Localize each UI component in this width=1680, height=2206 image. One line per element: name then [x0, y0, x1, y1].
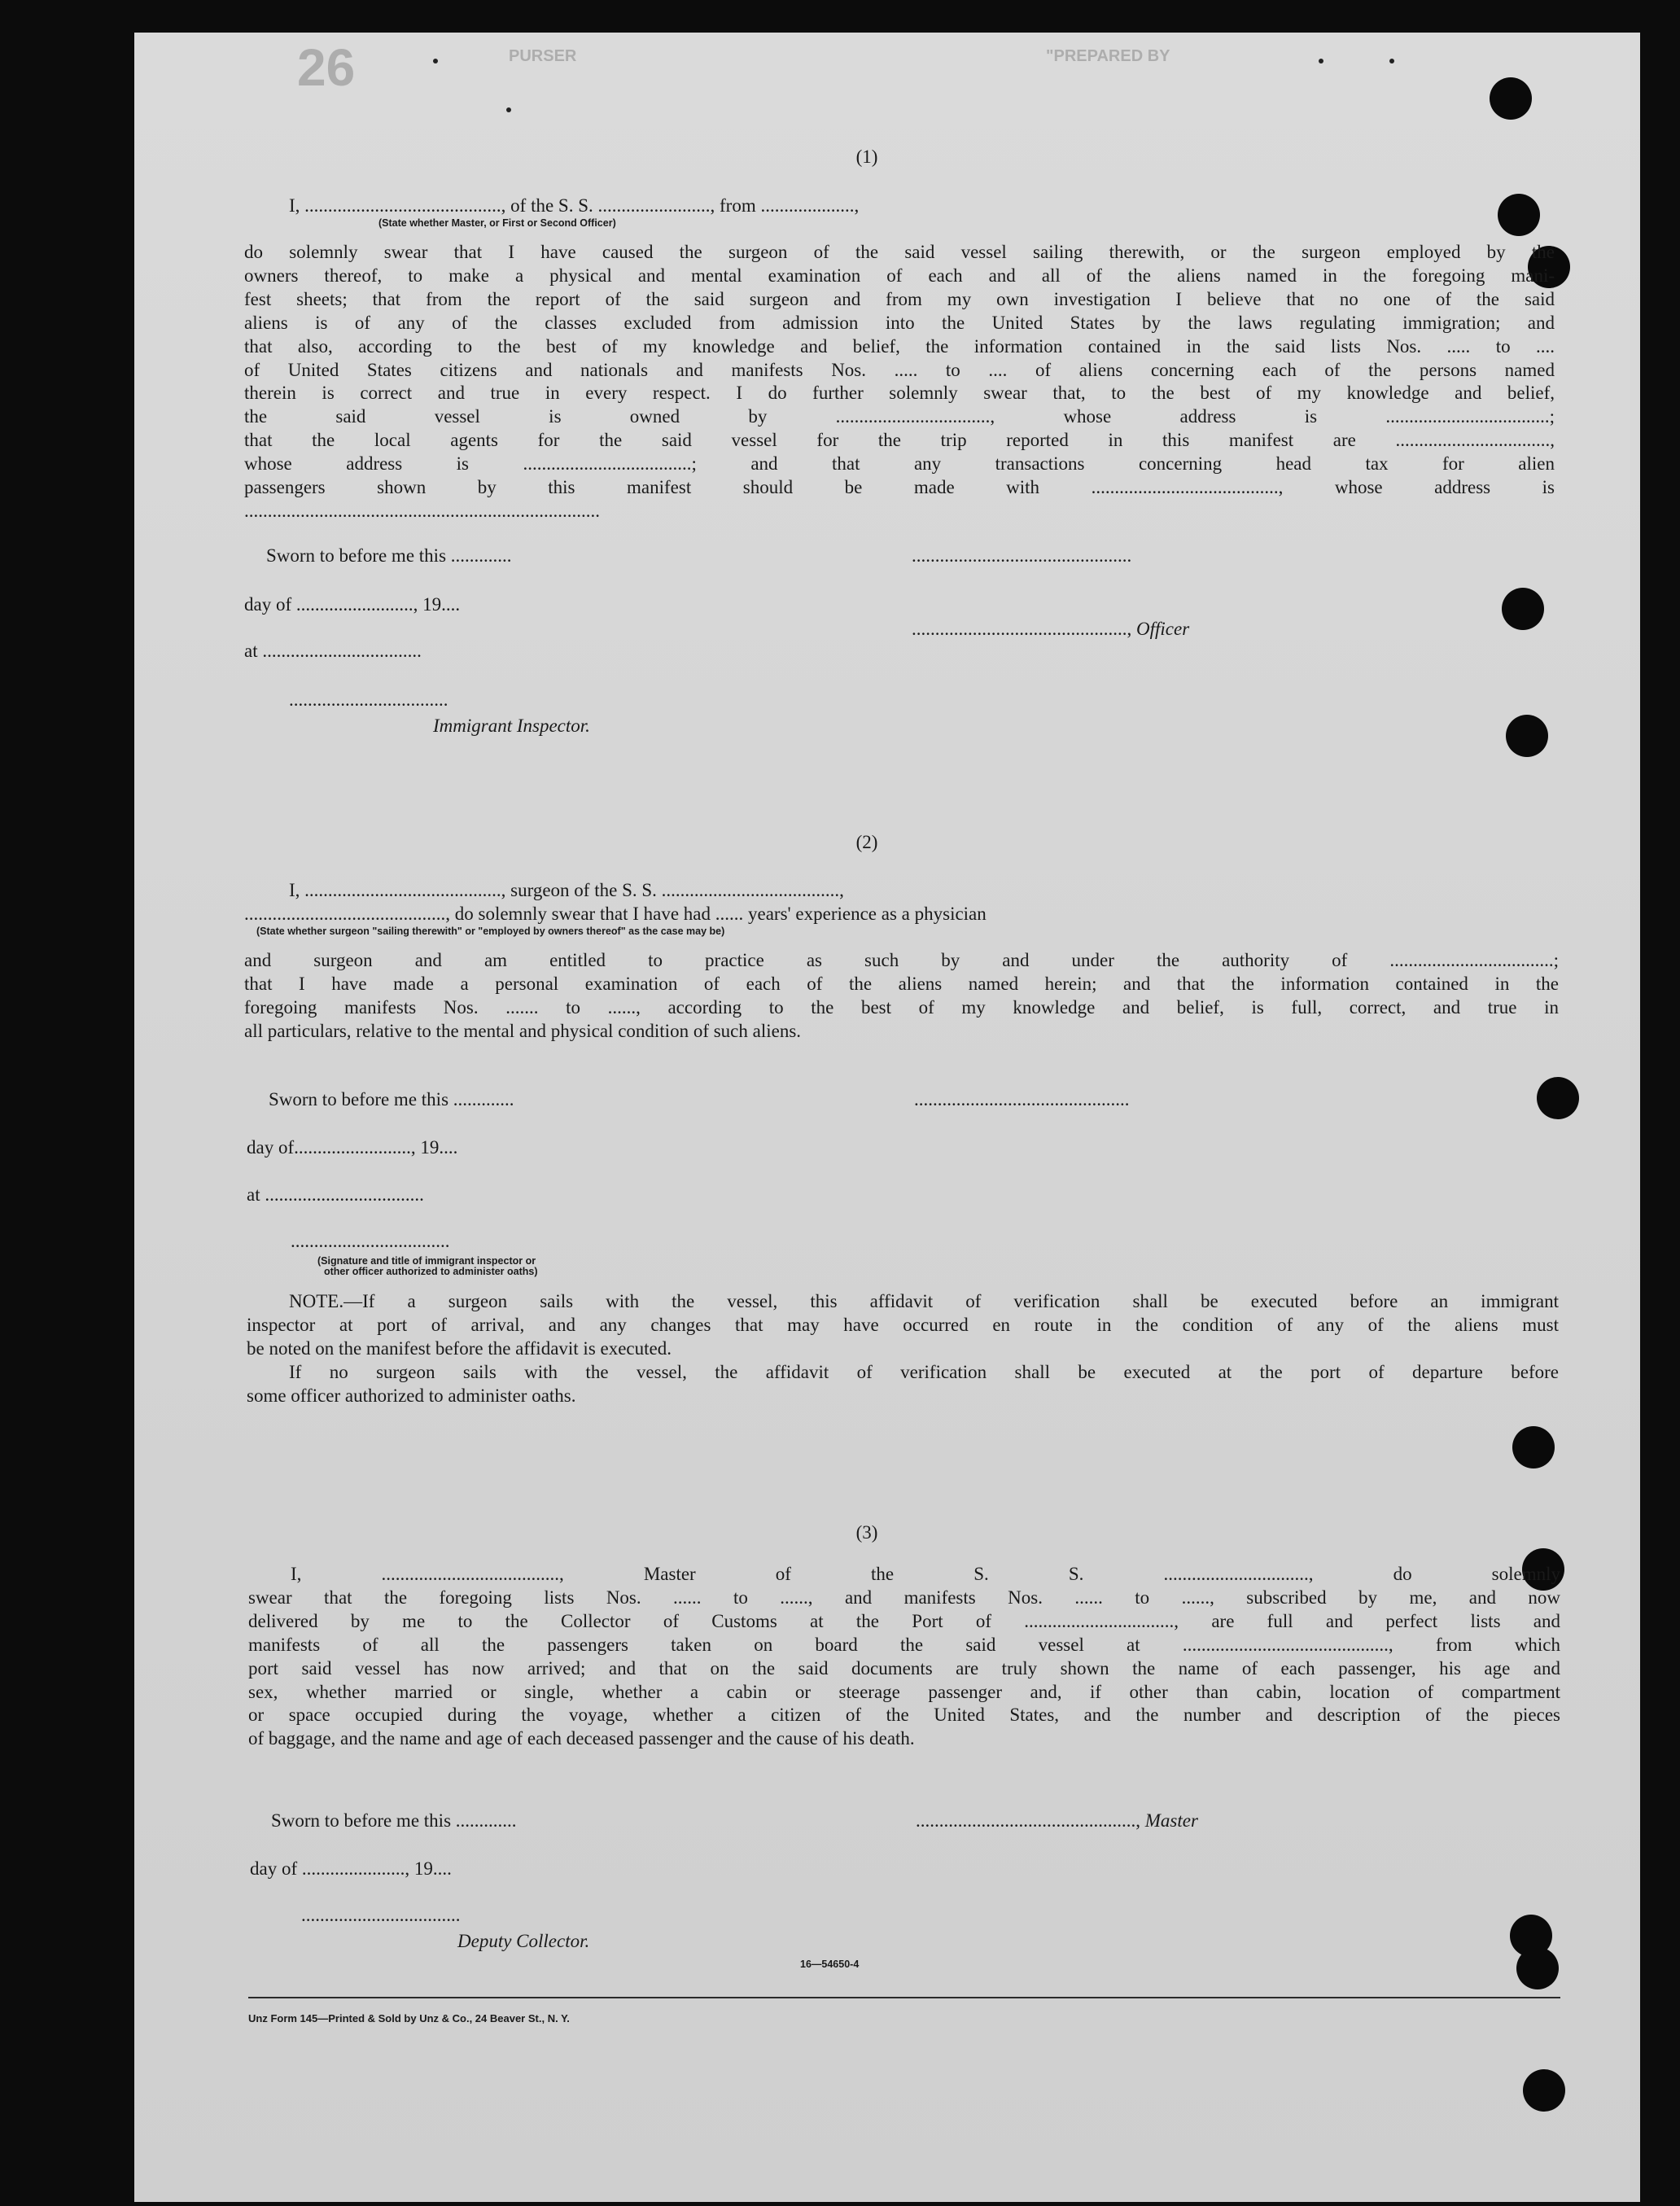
section-3-collector-dots: ..................................: [301, 1905, 461, 1925]
note-line: some officer authorized to administer oaths.: [247, 1385, 576, 1406]
note-line: inspector at port of arrival, and any changes that may have occurred en route in the condition of any of the aliens must: [247, 1314, 1559, 1335]
section-2-day: day of........................., 19....: [247, 1137, 458, 1158]
body-line: whose address is ....................................; and that any transactions concerning head tax for alien: [244, 453, 1555, 475]
manifest-page: [134, 33, 1640, 2202]
body-line: the said vessel is owned by ................................., whose address is ...................................;: [244, 406, 1555, 427]
section-2-right-dots: ..............................................: [914, 1089, 1130, 1110]
section-3-collector-label: Deputy Collector.: [457, 1931, 590, 1951]
section-2-signature-note-2: other officer authorized to administer oaths): [324, 1266, 538, 1277]
body-line: or space occupied during the voyage, whether a citizen of the United States, and the number and description of the pieces: [248, 1705, 1560, 1726]
section-1-sworn: Sworn to before me this .............: [266, 545, 512, 566]
body-line: swear that the foregoing lists Nos. ...... to ......, and manifests Nos. ...... to ......, subscribed by me, and now: [248, 1587, 1560, 1608]
stamp-number: 26: [297, 38, 356, 97]
section-1-officer-note: (State whether Master, or First or Second Officer): [378, 217, 616, 229]
section-1-number: (1): [855, 147, 878, 167]
body-line: of United States citizens and nationals and manifests Nos. ..... to .... of aliens concerning each of the persons named: [244, 359, 1555, 380]
ghost-header-text-2: PURSER: [509, 47, 577, 65]
body-line: do solemnly swear that I have caused the surgeon of the said vessel sailing therewith, or the surgeon employed by the: [244, 242, 1555, 262]
body-line: I, ......................................, Master of the S. S. ..............................., do solemnly: [291, 1564, 1560, 1584]
section-1-inspector-label: Immigrant Inspector.: [433, 716, 590, 736]
speck: [433, 59, 438, 63]
note-line: If no surgeon sails with the vessel, the affidavit of verification shall be executed at the port of departure before: [289, 1361, 1559, 1382]
section-1-body: [244, 241, 1555, 523]
body-line: therein is correct and true in every respect. I do further solemnly swear that, to the best of my knowledge and belief,: [244, 383, 1555, 404]
body-line: aliens is of any of the classes excluded from admission into the United States by the laws regulating immigration; and: [244, 312, 1555, 333]
section-3-sworn: Sworn to before me this .............: [271, 1810, 517, 1831]
section-1-line-1: I, .........................................., of the S. S. ........................, from ....................,: [289, 195, 860, 216]
section-1-officer-dots: [912, 617, 1189, 641]
body-line: that the local agents for the said vessel for the trip reported in this manifest are .................................,: [244, 430, 1555, 451]
printer-imprint: Unz Form 145—Printed & Sold by Unz & Co., 24 Beaver St., N. Y.: [248, 2012, 570, 2024]
punch-hole: [1537, 1077, 1579, 1119]
body-line: that I have made a personal examination of each of the aliens named herein; and that the information contained in the: [244, 973, 1559, 994]
section-3-master-line: [916, 1809, 1198, 1832]
section-1-signature-dots: ...............................................: [912, 545, 1132, 566]
section-1-inspector-dots: ..................................: [289, 689, 448, 710]
master-dots: ...............................................,: [916, 1810, 1145, 1831]
body-line: and surgeon and am entitled to practice as such by and under the authority of ...................................;: [244, 950, 1559, 970]
section-3-number: (3): [855, 1522, 878, 1543]
body-line: fest sheets; that from the report of the said surgeon and from my own investigation I believe that no one of the said: [244, 288, 1555, 309]
section-3-day: day of ......................, 19....: [250, 1858, 452, 1879]
speck: [1319, 59, 1323, 63]
body-line: passengers shown by this manifest should be made with ........................................, whose address is: [244, 477, 1555, 498]
body-line: manifests of all the passengers taken on board the said vessel at ............................................, from which: [248, 1634, 1560, 1655]
punch-hole: [1512, 1426, 1555, 1468]
punch-hole: [1502, 588, 1544, 630]
section-1-day: day of ........................., 19....: [244, 594, 461, 615]
section-2-at: at ..................................: [247, 1184, 424, 1205]
punch-hole: [1523, 2069, 1565, 2112]
section-3-body: [248, 1563, 1560, 1751]
body-line: port said vessel has now arrived; and that on the said documents are truly shown the name of each passenger, his age and: [248, 1657, 1560, 1679]
body-line: owners thereof, to make a physical and mental examination of each and all of the aliens named in the foregoing mani-: [244, 265, 1555, 286]
speck: [506, 107, 511, 112]
punch-hole: [1490, 77, 1532, 120]
body-line: ............................................................................: [244, 500, 600, 521]
section-2-signature-note-1: (Signature and title of immigrant inspector or: [317, 1255, 536, 1267]
section-2-surgeon-note: (State whether surgeon "sailing therewith" or "employed by owners thereof" as the case may be): [256, 926, 725, 937]
body-line: that also, according to the best of my knowledge and belief, the information contained in the said lists Nos. ..... to ....: [244, 335, 1555, 357]
note-line: NOTE.—If a surgeon sails with the vessel, this affidavit of verification shall be executed before an immigrant: [289, 1291, 1559, 1311]
body-line: all particulars, relative to the mental and physical condition of such aliens.: [244, 1020, 802, 1041]
officer-label: Officer: [1136, 619, 1190, 639]
footer-rule: [248, 1997, 1560, 1998]
speck: [1389, 59, 1394, 63]
section-2-body: [244, 949, 1559, 1044]
form-code: 16—54650-4: [800, 1959, 860, 1970]
note-line: be noted on the manifest before the affidavit is executed.: [247, 1337, 672, 1359]
section-2-sworn: Sworn to before me this .............: [269, 1089, 514, 1110]
section-2-line-1: I, .........................................., surgeon of the S. S. ......................................,: [289, 880, 844, 900]
body-line: of baggage, and the name and age of each deceased passenger and the cause of his death.: [248, 1728, 915, 1749]
section-1-at: at ..................................: [244, 641, 422, 661]
punch-hole: [1516, 1947, 1559, 1989]
section-2-line-2: ..........................................., do solemnly swear that I have had ...... years' experience as a physician: [244, 904, 987, 924]
punch-hole: [1506, 715, 1548, 757]
master-label: Master: [1144, 1810, 1198, 1831]
officer-dots: ..............................................,: [912, 619, 1136, 639]
section-2-signature-dots: ..................................: [291, 1231, 450, 1251]
ghost-header-text: "PREPARED BY: [1046, 47, 1170, 65]
body-line: delivered by me to the Collector of Customs at the Port of ................................, are full and perfect lists and: [248, 1610, 1560, 1631]
body-line: sex, whether married or single, whether a cabin or steerage passenger and, if other than cabin, location of compartment: [248, 1681, 1560, 1702]
body-line: foregoing manifests Nos. ....... to ......, according to the best of my knowledge and belief, is full, correct, and true in: [244, 996, 1559, 1018]
section-2-note: [247, 1290, 1559, 1408]
section-2-number: (2): [855, 832, 878, 852]
